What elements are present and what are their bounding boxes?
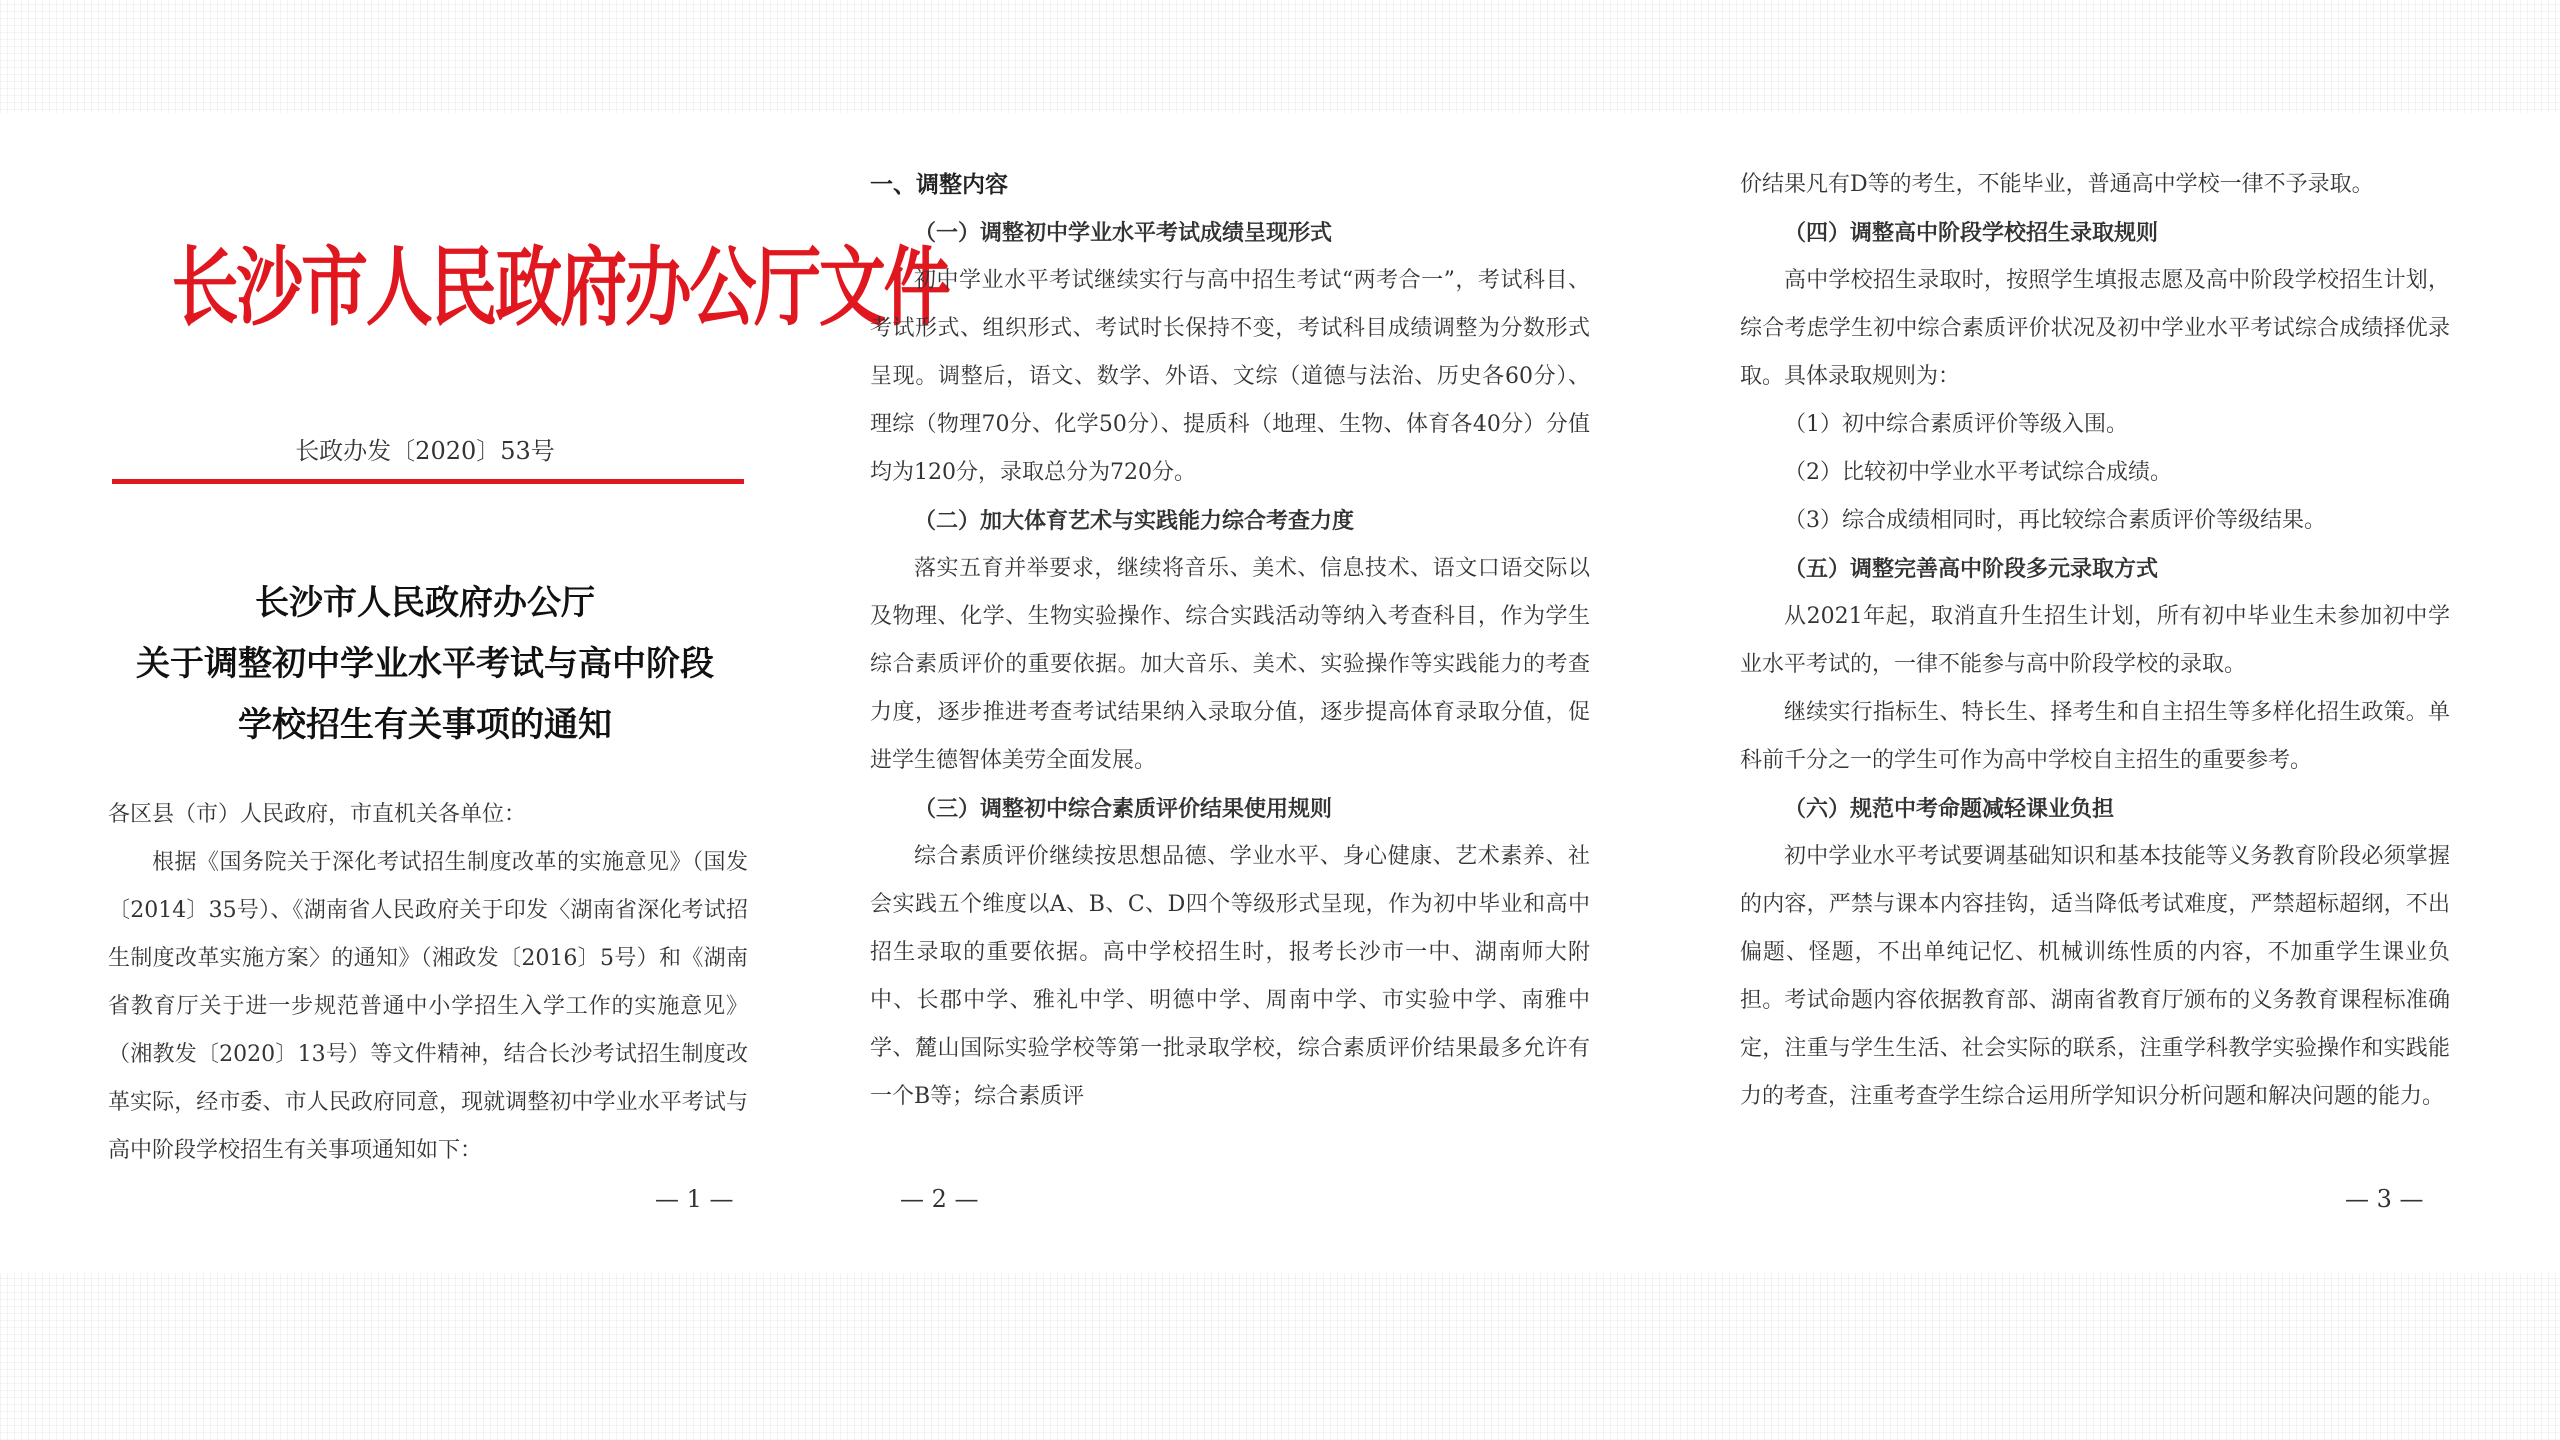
subsection-title: （二）加大体育艺术与实践能力综合考查力度 [914,508,1355,534]
notice-title-line: 学校招生有关事项的通知 [238,705,612,745]
addressee: 各区县（市）人民政府，市直机关各单位： [108,802,527,827]
subsection-title: （一）调整初中学业水平考试成绩呈现形式 [914,220,1333,246]
subsection-body: 高中学校招生录取时，按照学生填报志愿及高中阶段学校招生计划，综合考虑学生初中综合素质评价状况及初中学业水平考试综合成绩择优录取。具体录取规则为： [1740,268,2450,389]
page-2 [870,113,1590,1273]
intro-paragraph: 根据《国务院关于深化考试招生制度改革的实施意见》（国发〔2014〕35号）、《湖南省人民政府关于印发〈湖南省深化考试招生制度改革实施方案〉的通知》（湘政发〔2016〕5号）和《湖南省教育厅关于进一步规范普通中小学招生入学工作的实施意见》（湘教发〔2020〕13号）等文件精神，结合长沙考试招生制度改革实际，经市委、市人民政府同意，现就调整初中学业水平考试与高中阶段学校招生有关事项通知如下： [108,850,748,1163]
rule-item: （2）比较初中学业水平考试综合成绩。 [1784,460,2172,485]
rule-item: （3）综合成绩相同时，再比较综合素质评价等级结果。 [1784,508,2326,533]
rule-item: （1）初中综合素质评价等级入围。 [1784,412,2128,437]
page-number: — 3 — [2345,1185,2424,1213]
page-2-body [870,161,1590,1121]
page-number: — 1 — [655,1185,734,1213]
document-header-title: 长沙市人民政府办公厅文件 [171,237,949,338]
subsection-body: 初中学业水平考试继续实行与高中招生考试“两考合一”，考试科目、考试形式、组织形式、考试时长保持不变，考试科目成绩调整为分数形式呈现。调整后，语文、数学、外语、文综（道德与法治、历史各60分）、理综（物理70分、化学50分）、提质科（地理、生物、体育各40分）分值均为120分，录取总分为720分。 [870,268,1590,485]
page-1-body [108,791,748,1175]
subsection-title: （五）调整完善高中阶段多元录取方式 [1784,556,2159,582]
document-number: 长政办发〔2020〕53号 [295,437,555,465]
subsection-title: （四）调整高中阶段学校招生录取规则 [1784,220,2159,246]
notice-title [100,573,750,756]
subsection-title: （三）调整初中综合素质评价结果使用规则 [914,796,1333,822]
subsection-body: 从2021年起，取消直升生招生计划，所有初中毕业生未参加初中学业水平考试的，一律不能参与高中阶段学校的录取。 [1740,604,2450,677]
subsection-body: 综合素质评价继续按思想品德、学业水平、身心健康、艺术素养、社会实践五个维度以A、B、C、D四个等级形式呈现，作为初中毕业和高中招生录取的重要依据。高中学校招生时，报考长沙市一中、湖南师大附中、长郡中学、雅礼中学、明德中学、周南中学、市实验中学、南雅中学、麓山国际实验学校等第一批录取学校，综合素质评价结果最多允许有一个B等；综合素质评 [870,844,1590,1109]
subsection-title: （六）规范中考命题减轻课业负担 [1784,796,2115,822]
page-number: — 2 — [900,1185,979,1213]
page-3-body [1740,161,2450,1121]
red-divider [112,479,744,484]
notice-title-line: 关于调整初中学业水平考试与高中阶段 [136,644,714,684]
page-3 [1740,113,2450,1273]
subsection-body: 继续实行指标生、特长生、择考生和自主招生等多样化招生政策。单科前千分之一的学生可作为高中学校自主招生的重要参考。 [1740,700,2450,773]
notice-title-line: 长沙市人民政府办公厅 [255,583,595,623]
subsection-body: 初中学业水平考试要调基础知识和基本技能等义务教育阶段必须掌握的内容，严禁与课本内容挂钩，适当降低考试难度，严禁超标超纲，不出偏题、怪题，不出单纯记忆、机械训练性质的内容，不加重学生课业负担。考试命题内容依据教育部、湖南省教育厅颁布的义务教育课程标准确定，注重与学生生活、社会实际的联系，注重学科教学实验操作和实践能力的考查，注重考查学生综合运用所学知识分析问题和解决问题的能力。 [1740,844,2450,1109]
document-spread [0,113,2560,1273]
continued-text: 价结果凡有D等的考生，不能毕业，普通高中学校一律不予录取。 [1740,172,2374,197]
section-heading: 一、调整内容 [870,171,1008,198]
subsection-body: 落实五育并举要求，继续将音乐、美术、信息技术、语文口语交际以及物理、化学、生物实验操作、综合实践活动等纳入考查科目，作为学生综合素质评价的重要依据。加大音乐、美术、实验操作等实践能力的考查力度，逐步推进考查考试结果纳入录取分值，逐步提高体育录取分值，促进学生德智体美劳全面发展。 [870,556,1590,773]
